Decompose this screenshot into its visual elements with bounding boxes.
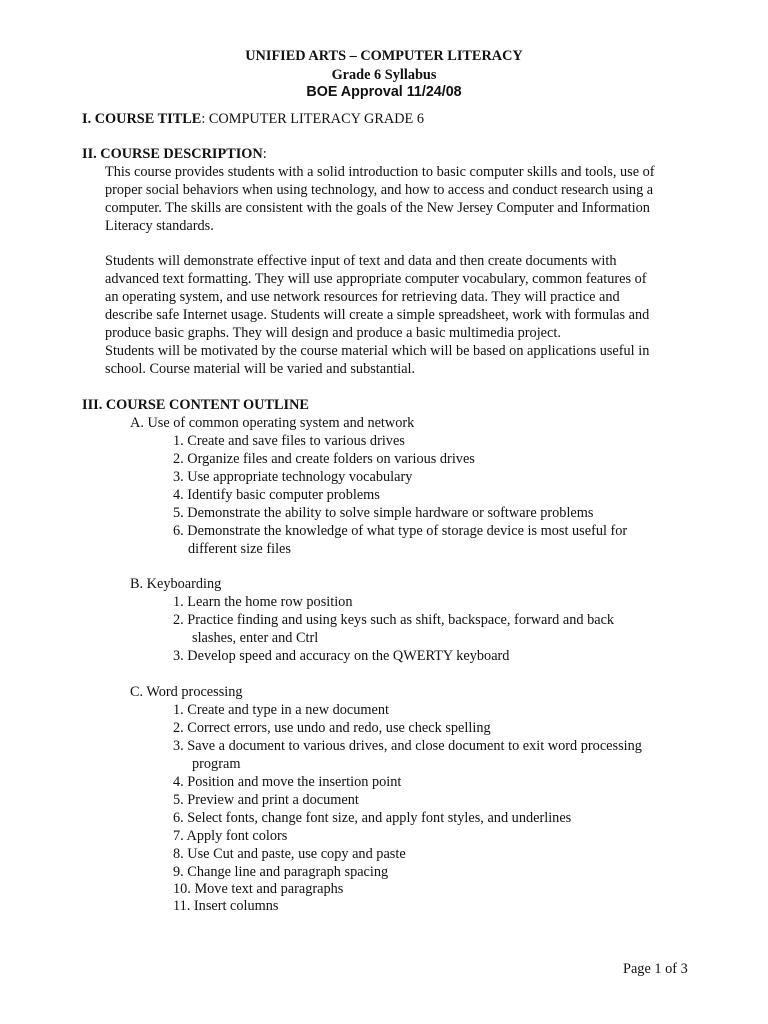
course-description-label: II. COURSE DESCRIPTION: [82, 146, 263, 162]
list-item: 7. Apply font colors: [173, 828, 288, 844]
list-item: 5. Preview and print a document: [173, 792, 359, 808]
list-item-continuation: program: [192, 756, 241, 772]
paragraph-line: proper social behaviors when using technology, and how to access and conduct research using a: [105, 182, 654, 198]
list-item: 9. Change line and paragraph spacing: [173, 864, 389, 880]
list-item: 2. Organize files and create folders on various drives: [173, 451, 475, 467]
page-number: Page 1 of 3: [623, 961, 688, 977]
paragraph-line: produce basic graphs. They will design and produce a basic multimedia project.: [105, 325, 561, 341]
list-item: 1. Learn the home row position: [173, 594, 353, 610]
list-item: 4. Position and move the insertion point: [173, 774, 402, 790]
paragraph-line: advanced text formatting. They will use appropriate computer vocabulary, common features of: [105, 271, 647, 287]
list-item: 11. Insert columns: [173, 898, 279, 914]
list-item: 1. Create and save files to various drives: [173, 433, 405, 449]
outline-section-b-heading: B. Keyboarding: [130, 576, 222, 592]
course-title-value: : COMPUTER LITERACY GRADE 6: [201, 111, 424, 127]
paragraph-line: computer. The skills are consistent with the goals of the New Jersey Computer and Information: [105, 200, 650, 216]
list-item: 6. Demonstrate the knowledge of what type of storage device is most useful for: [173, 523, 628, 539]
course-description-heading: [82, 145, 267, 163]
outline-section-a-heading: A. Use of common operating system and network: [130, 415, 415, 431]
paragraph-line: describe safe Internet usage. Students will create a simple spreadsheet, work with formulas and: [105, 307, 650, 323]
description-paragraph-2: [105, 252, 695, 378]
paragraph-line: Literacy standards.: [105, 218, 214, 234]
list-item: 3. Save a document to various drives, and close document to exit word processing: [173, 738, 642, 754]
list-item: 8. Use Cut and paste, use copy and paste: [173, 846, 406, 862]
list-item-continuation: slashes, enter and Ctrl: [192, 630, 319, 646]
paragraph-line: Students will be motivated by the course material which will be based on applications useful in: [105, 343, 650, 359]
list-item: 3. Develop speed and accuracy on the QWERTY keyboard: [173, 648, 510, 664]
course-outline-label: III. COURSE CONTENT OUTLINE: [82, 397, 309, 413]
course-description-colon: :: [262, 146, 267, 162]
list-item-continuation: different size files: [188, 541, 291, 557]
outline-section-c-heading: C. Word processing: [130, 684, 243, 700]
header-approval: BOE Approval 11/24/08: [306, 84, 462, 100]
list-item: 4. Identify basic computer problems: [173, 487, 380, 503]
paragraph-line: an operating system, and use network resources for retrieving data. They will practice and: [105, 289, 620, 305]
list-item: 2. Correct errors, use undo and redo, use check spelling: [173, 720, 491, 736]
list-item: 6. Select fonts, change font size, and apply font styles, and underlines: [173, 810, 572, 826]
paragraph-line: Students will demonstrate effective input of text and data and then create documents with: [105, 253, 617, 269]
paragraph-line: school. Course material will be varied and substantial.: [105, 361, 416, 377]
course-title-label: I. COURSE TITLE: [82, 111, 202, 127]
course-outline-heading: [82, 396, 309, 414]
header-title: UNIFIED ARTS – COMPUTER LITERACY: [245, 48, 523, 64]
list-item: 1. Create and type in a new document: [173, 702, 389, 718]
list-item: 3. Use appropriate technology vocabulary: [173, 469, 413, 485]
header-subtitle: Grade 6 Syllabus: [331, 67, 437, 83]
description-paragraph-1: [105, 163, 695, 235]
list-item: 2. Practice finding and using keys such as shift, backspace, forward and back: [173, 612, 615, 628]
paragraph-line: This course provides students with a solid introduction to basic computer skills and tools, use of: [105, 164, 655, 180]
list-item: 10. Move text and paragraphs: [173, 881, 344, 897]
list-item: 5. Demonstrate the ability to solve simple hardware or software problems: [173, 505, 594, 521]
course-title-section: [82, 110, 424, 128]
